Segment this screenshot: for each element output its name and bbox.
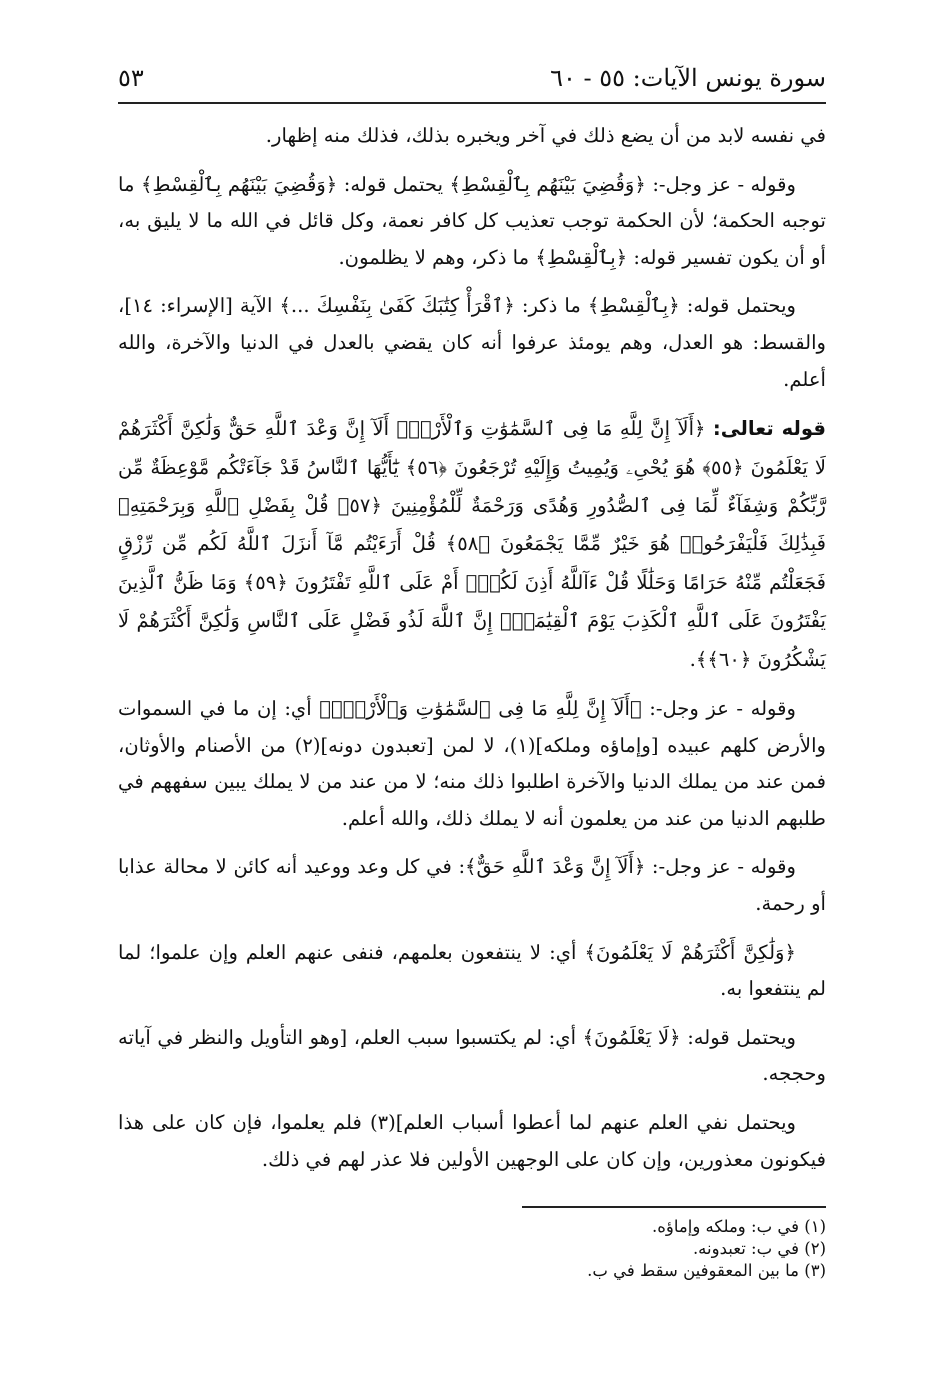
footnote-rule bbox=[522, 1206, 826, 1208]
paragraph-6: ﴿وَلَٰكِنَّ أَكْثَرَهُمْ لَا يَعْلَمُونَ﴾ أي: لا ينتفعون بعلمهم، فنفى عنهم العلم وإن علموا؛ لما لم ينتفعوا به. bbox=[118, 940, 826, 1001]
footnote-3: (٣) ما بين المعقوفين سقط في ب. bbox=[587, 1261, 826, 1280]
footnote-1: (١) في ب: وملكه وإماؤه. bbox=[652, 1217, 826, 1236]
quran-verses: ﴿أَلَآ إِنَّ لِلَّهِ مَا فِى ٱلسَّمَٰوَٰتِ وَٱلْأَرْضِۗ أَلَآ إِنَّ وَعْدَ ٱللَّهِ حَقٌّ وَلَٰكِنَّ أَكْثَرَهُمْ لَا يَعْلَمُونَ ﴿٥٥﴾ هُوَ يُحْىِۦ وَيُمِيتُ وَإِلَيْهِ تُرْجَعُونَ ﴿٥٦﴾ يَٰٓأَيُّهَا ٱلنَّاسُ قَدْ جَآءَتْكُم مَّوْعِظَةٌ مِّن رَّبِّكُمْ وَشِفَآءٌ لِّمَا فِى ٱلصُّدُورِ وَهُدًى وَرَحْمَةٌ لِّلْمُؤْمِنِينَ ﴿٥٧﴾ قُلْ بِفَضْلِ ٱللَّهِ وَبِرَحْمَتِهِۦ فَبِذَٰلِكَ فَلْيَفْرَحُوا۟ هُوَ خَيْرٌ مِّمَّا يَجْمَعُونَ ﴿٥٨﴾ قُلْ أَرَءَيْتُم مَّآ أَنزَلَ ٱللَّهُ لَكُم مِّن رِّزْقٍ فَجَعَلْتُم مِّنْهُ حَرَامًا وَحَلَٰلًا قُلْ ءَآللَّهُ أَذِنَ لَكُمْۖ أَمْ عَلَى ٱللَّهِ تَفْتَرُونَ ﴿٥٩﴾ وَمَا ظَنُّ ٱلَّذِينَ يَفْتَرُونَ عَلَى ٱللَّهِ ٱلْكَذِبَ يَوْمَ ٱلْقِيَٰمَةِۗ إِنَّ ٱللَّهَ لَذُو فَضْلٍ عَلَى ٱلنَّاسِ وَلَٰكِنَّ أَكْثَرَهُمْ لَا يَشْكُرُونَ ﴿٦٠﴾﴾. bbox=[118, 417, 827, 671]
quran-label: قوله تعالى: bbox=[712, 417, 827, 441]
paragraph-4: وقوله - عز وجل-: ﴿أَلَآ إِنَّ لِلَّهِ مَا فِى ٱلسَّمَٰوَٰتِ وَٱلْأَرْضِۗ﴾ أي: إن ما في السموات والأرض كلهم عبيده [وإماؤه وملكه](١)، لا لمن [تعبدون دونه](٢) من الأصنام والأوثان، فمن عند من يملك الدنيا والآخرة اطلبوا ذلك منه؛ لا من عند من لا يملك يبين سفههم في طلبهم الدنيا من عند من يعلمون أنه لا يملك ذلك، والله أعلم. bbox=[118, 697, 826, 830]
footnote-2: (٢) في ب: تعبدونه. bbox=[692, 1239, 826, 1258]
paragraph-1: في نفسه لابد من أن يضع ذلك في آخر ويخبره بذلك، فذلك منه إظهار. bbox=[265, 124, 826, 147]
paragraph-2: وقوله - عز وجل-: ﴿وَقُضِيَ بَيْنَهُم بِٱلْقِسْطِ﴾ يحتمل قوله: ﴿وَقُضِيَ بَيْنَهُم بِٱلْقِسْطِ﴾ ما توجبه الحكمة؛ لأن الحكمة توجب تعذيب كل كافر نعمة، وكل قائل في الله ما لا يليق به، أو أن يكون تفسير قوله: ﴿بِٱلْقِسْطِ﴾ ما ذكر، وهم لا يظلمون. bbox=[118, 172, 826, 269]
paragraph-5: وقوله - عز وجل-: ﴿أَلَآ إِنَّ وَعْدَ ٱللَّهِ حَقٌّ﴾: في كل وعد ووعيد أنه كائن لا محالة عذابا أو رحمة. bbox=[118, 855, 826, 915]
page-number: ٥٣ bbox=[118, 64, 144, 92]
surah-title: سورة يونس الآيات: ٥٥ - ٦٠ bbox=[550, 64, 826, 92]
header-rule bbox=[118, 102, 826, 104]
quran-passage bbox=[118, 410, 826, 679]
footnotes bbox=[118, 1216, 826, 1282]
main-text bbox=[118, 118, 826, 1190]
paragraph-3: ويحتمل قوله: ﴿بِٱلْقِسْطِ﴾ ما ذكر: ﴿ٱقْرَأْ كِتَٰبَكَ كَفَىٰ بِنَفْسِكَ ...﴾ الآية [الإسراء: ١٤]، والقسط: هو العدل، وهم يومئذ عرفوا أنه كان يقضي بالعدل في الدنيا والآخرة، والله أعلم. bbox=[118, 294, 826, 391]
running-header bbox=[118, 58, 826, 98]
paragraph-8: ويحتمل نفي العلم عنهم لما أعطوا أسباب العلم](٣) فلم يعلموا، فإن كان على هذا فيكونون معذورين، وإن كان على الوجهين الأولين فلا عذر لهم في ذلك. bbox=[118, 1110, 826, 1171]
paragraph-7: ويحتمل قوله: ﴿لَا يَعْلَمُونَ﴾ أي: لم يكتسبوا سبب العلم، [وهو التأويل والنظر في آياته وحججه. bbox=[118, 1025, 826, 1086]
